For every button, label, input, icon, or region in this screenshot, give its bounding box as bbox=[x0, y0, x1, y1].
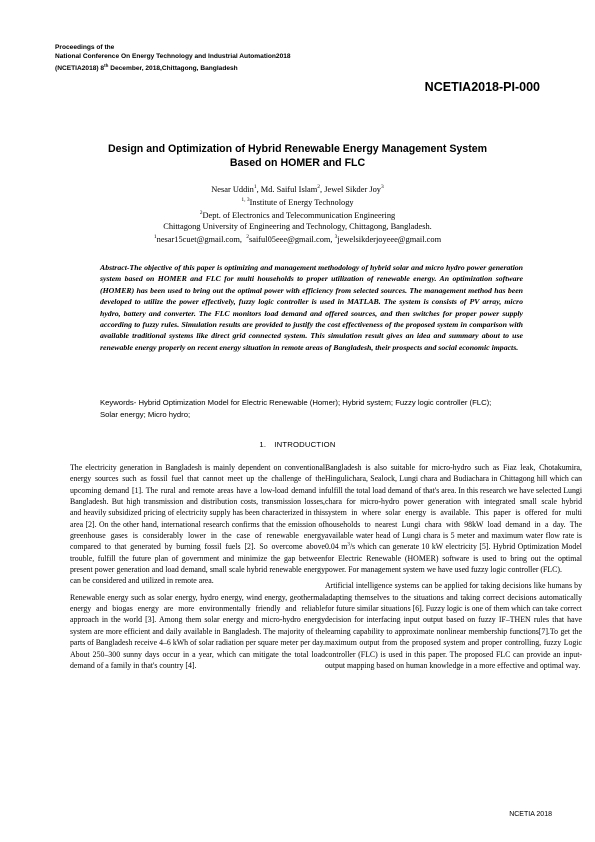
section-number: 1. bbox=[259, 440, 267, 449]
section-heading-introduction bbox=[0, 440, 595, 449]
proceedings-line-2: National Conference On Energy Technology and Industrial Automation2018 bbox=[55, 53, 291, 60]
email-3[interactable]: jewelsikderjoyeee@gmail.com bbox=[337, 234, 442, 244]
proceedings-header bbox=[55, 43, 475, 73]
keywords: Keywords- Hybrid Optimization Model for Electric Renewable (Homer); Hybrid system; Fuzzy logic controller (FLC); Solar energy; Micro hydro; bbox=[100, 398, 492, 419]
body-paragraph: Bangladesh is also suitable for micro-hydro such as Fiaz leak, Chotakumira, Hingulichara, Sealock, Lungi chara and Budiachara in Chittagong hill which can fulfill the total load demand of that's area. In this research we have selected Lungi chara for micro-hydro power generation with integrated small scale hybrid system in where solar energy is available. This paper is offered for multi households to nearest Lungi chara with 98kW load demand in a day. The available water head of Lungi chara is 5 meter and maximum water flow rate is 0.04 $m^3/s$ which can generate 10 kW electricity [5]. Hybrid Optimization Model for Electric Renewable (HOMER) software is used to bring out the optimal power. For management system we have used fuzzy logic controller (FLC). bbox=[325, 463, 582, 575]
author-emails: $^1$nesar15cuet@gmail.com, $^2$saiful05eee@gmail.com, $^3$jewelsikderjoyeee@gmail.com bbox=[153, 233, 442, 244]
body-column-right bbox=[325, 462, 582, 676]
section-title: INTRODUCTION bbox=[274, 440, 336, 449]
affiliation-2: $^2$Dept. of Electronics and Telecommunication Engineering bbox=[199, 209, 396, 220]
affiliation-3: Chittagong University of Engineering and Technology, Chittagong, Bangladesh. bbox=[163, 221, 432, 231]
proceedings-line-3: (NCETIA2018) 8th December, 2018,Chittagong, Bangladesh bbox=[55, 63, 238, 73]
email-2[interactable]: saiful05eee@gmail.com, bbox=[248, 234, 335, 244]
body-paragraph: Artificial intelligence systems can be applied for taking decisions like humans by adapting themselves to the situations and taking correct decisions automatically for future similar situations [6]. Fuzzy logic is one of them which can take correct decision for interfacing input output based on fuzzy IF–THEN rules that have learning capability to approximate nonlinear membership functions[7].To get the maximum output from the proposed system and proper controlling, fuzzy Logic controller (FLC) is used in this paper. The proposed FLC can provide an input-output mapping based on human knowledge in a more effective and optimal way. bbox=[325, 581, 582, 670]
abstract: Abstract-The objective of this paper is optimizing and management methodology of hybrid solar and micro hydro power generation system based on HOMER and FLC for multi households to proper utilization of renewable energy. An optimization software (HOMER) has been used to bring out the optimal power with efficiency from selected sources. The management method has been developed to utilize the power effectively, fuzzy logic controller is used in MATLAB. The system is consists of PV array, micro hydro, battery and converter. The FLC monitors load demand and offered sources, and then switches for proper power supply according to fuzzy rules. Simulation results are provided to justify the cost effectiveness of the proposed system in comparison with available traditional systems like direct grid connected system. This simulation result gives an idea and summary about to use renewable energy properly on recent energy situation in remote areas of Bangladesh, their prospects and social economic impacts. bbox=[100, 263, 523, 352]
paper-id: NCETIA2018-PI-000 bbox=[424, 80, 540, 94]
author-names: Nesar Uddin$^1$, Md. Saiful Islam$^2$, Jewel Sikder Joy$^3$ bbox=[211, 184, 384, 194]
proceedings-line-1: Proceedings of the bbox=[55, 44, 115, 51]
page-footer: NCETIA 2018 bbox=[509, 811, 552, 818]
body-column-left bbox=[70, 462, 325, 676]
body-paragraph: Renewable energy such as solar energy, hydro energy, wind energy, geothermal energy and biogas energy are more environmentally friendly and reliable approach in the world [3]. Among them solar energy and micro-hydro energy system are more efficient and daily available in Bangladesh. The majority of the parts of Bangladesh receive 4–6 kWh of solar radiation per square meter per day. About 250–300 sunny days occur in a year, which can mitigate the total load demand of a family in that's country [4]. bbox=[70, 592, 325, 670]
paper-title bbox=[60, 143, 535, 170]
title-line-2: Based on HOMER and FLC bbox=[229, 156, 366, 169]
affiliation-1: $^{1, 3}$Institute of Energy Technology bbox=[241, 196, 354, 207]
authors-block bbox=[60, 182, 535, 245]
email-1[interactable]: nesar15cuet@gmail.com, bbox=[156, 234, 243, 244]
title-line-1: Design and Optimization of Hybrid Renewable Energy Management System bbox=[107, 143, 488, 155]
body-paragraph: The electricity generation in Bangladesh is mainly dependent on conventional energy sources such as fossil fuel that cannot meet up the challenge of the upcoming demand [1]. The rural and remote areas have a low-load demand in Bangladesh. But high transmission and distribution costs, transmission losses, and heavily subsidized pricing of electricity supply has been characterized in this area [2]. On the other hand, international research confirms that the emission of greenhouse gases is considerably lower in the case of renewable energy compared to that generated by burning fossil fuels [2]. So overcome above trouble, fulfill the future plan of government and minimize the gap between present power generation and load demand, small scale hybrid renewable energy can be considered and utilized in remote area. bbox=[70, 463, 325, 586]
